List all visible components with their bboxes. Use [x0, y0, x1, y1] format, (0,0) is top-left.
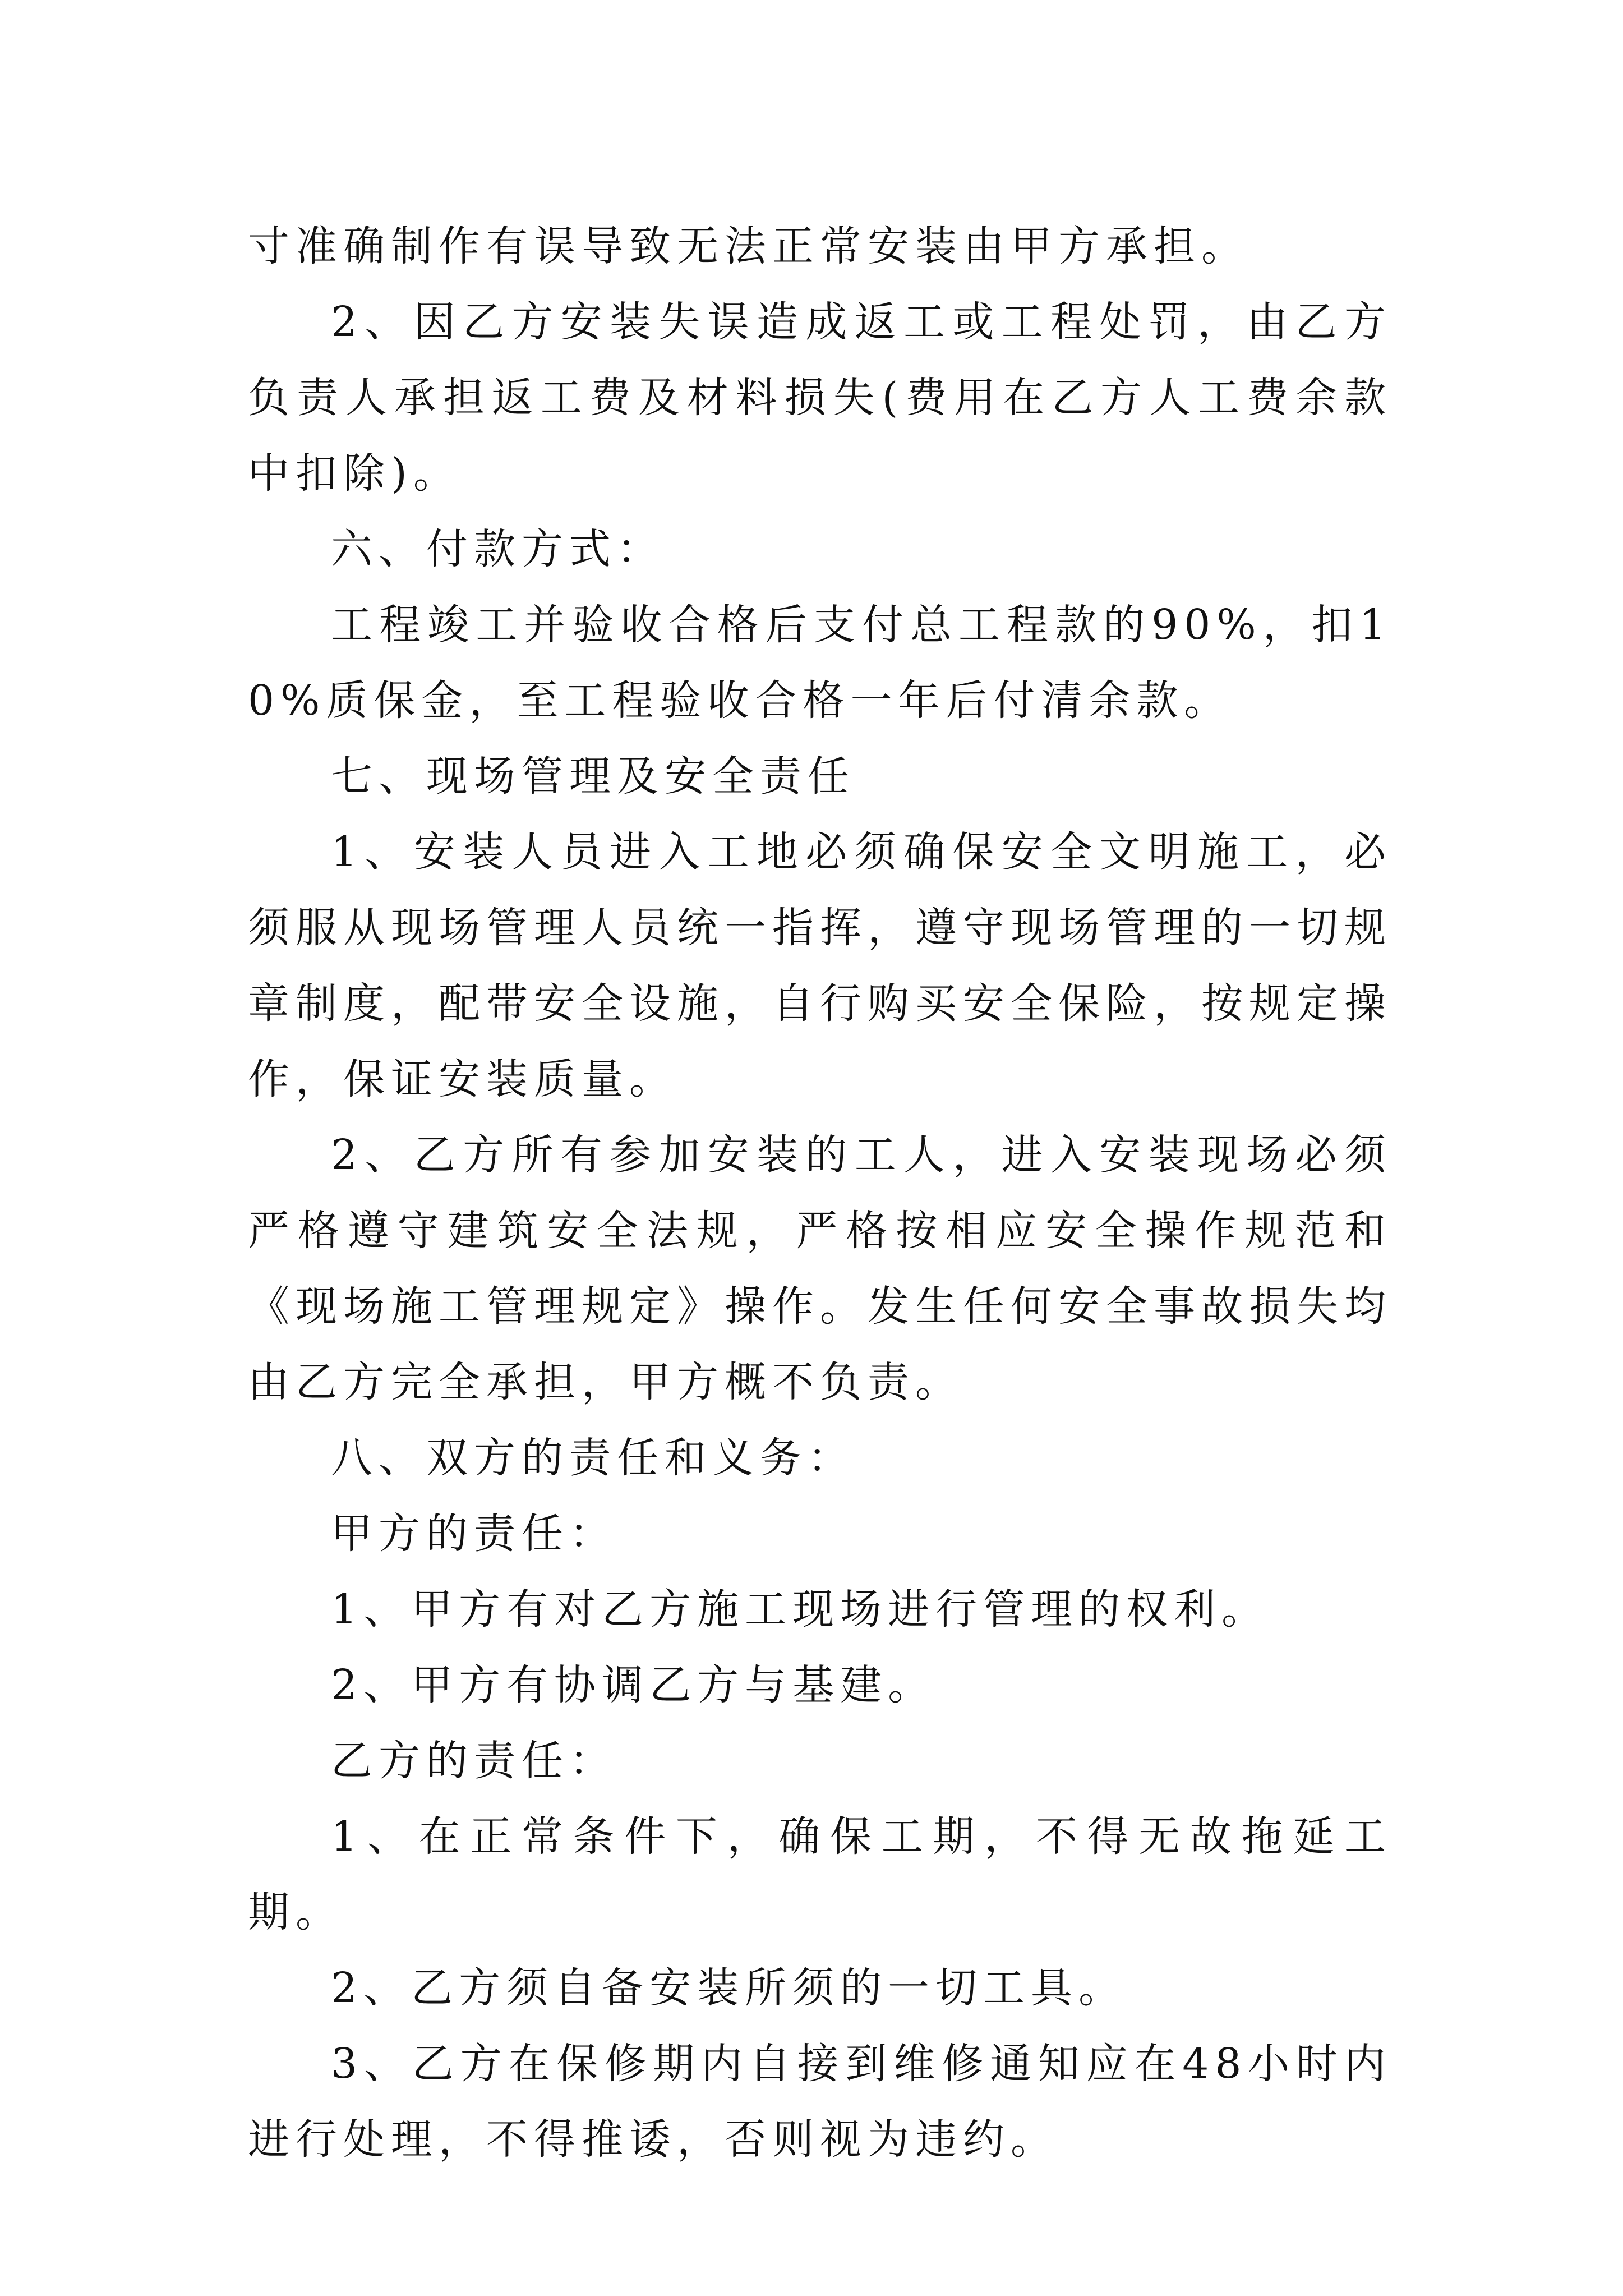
section-heading-responsibilities: 八、双方的责任和义务： [331, 1434, 855, 1482]
paragraph-party-b-item-3: 3、乙方在保修期内自接到维修通知应在48小时内进行处理，不得推诿，否则视为违约。 [248, 2040, 1392, 2164]
paragraph-safety-clause-2: 2、乙方所有参加安装的工人，进入安装现场必须严格遵守建筑安全法规，严格按相应安全操作规范和《现场施工管理规定》操作。发生任何安全事故损失均由乙方完全承担，甲方概不负责。 [248, 1131, 1392, 1406]
section-heading-site-management-safety: 七、现场管理及安全责任 [331, 752, 855, 800]
subheading-party-b-responsibilities: 乙方的责任： [331, 1737, 617, 1785]
section-heading-payment-method: 六、付款方式： [331, 525, 665, 573]
paragraph-party-b-item-1: 1、在正常条件下，确保工期，不得无故拖延工期。 [248, 1812, 1392, 1936]
paragraph-safety-clause-1: 1、安装人员进入工地必须确保安全文明施工，必须服从现场管理人员统一指挥，遵守现场管理的一切规章制度，配带安全设施，自行购买安全保险，按规定操作，保证安装质量。 [248, 828, 1392, 1103]
document-body [248, 209, 1392, 2178]
paragraph-payment-terms: 工程竣工并验收合格后支付总工程款的90%，扣10%质保金，至工程验收合格一年后付清余款。 [248, 601, 1392, 725]
paragraph-clause-2-installation-error: 2、因乙方安装失误造成返工或工程处罚，由乙方负责人承担返工费及材料损失(费用在乙方人工费余款中扣除)。 [248, 298, 1392, 498]
paragraph-party-a-item-2: 2、甲方有协调乙方与基建。 [331, 1661, 936, 1709]
subheading-party-a-responsibilities: 甲方的责任： [331, 1510, 617, 1558]
paragraph-continued-clause: 寸准确制作有误导致无法正常安装由甲方承担。 [248, 222, 1249, 270]
paragraph-party-b-item-2: 2、乙方须自备安装所须的一切工具。 [331, 1964, 1127, 2012]
paragraph-party-a-item-1: 1、甲方有对乙方施工现场进行管理的权利。 [331, 1585, 1270, 1634]
